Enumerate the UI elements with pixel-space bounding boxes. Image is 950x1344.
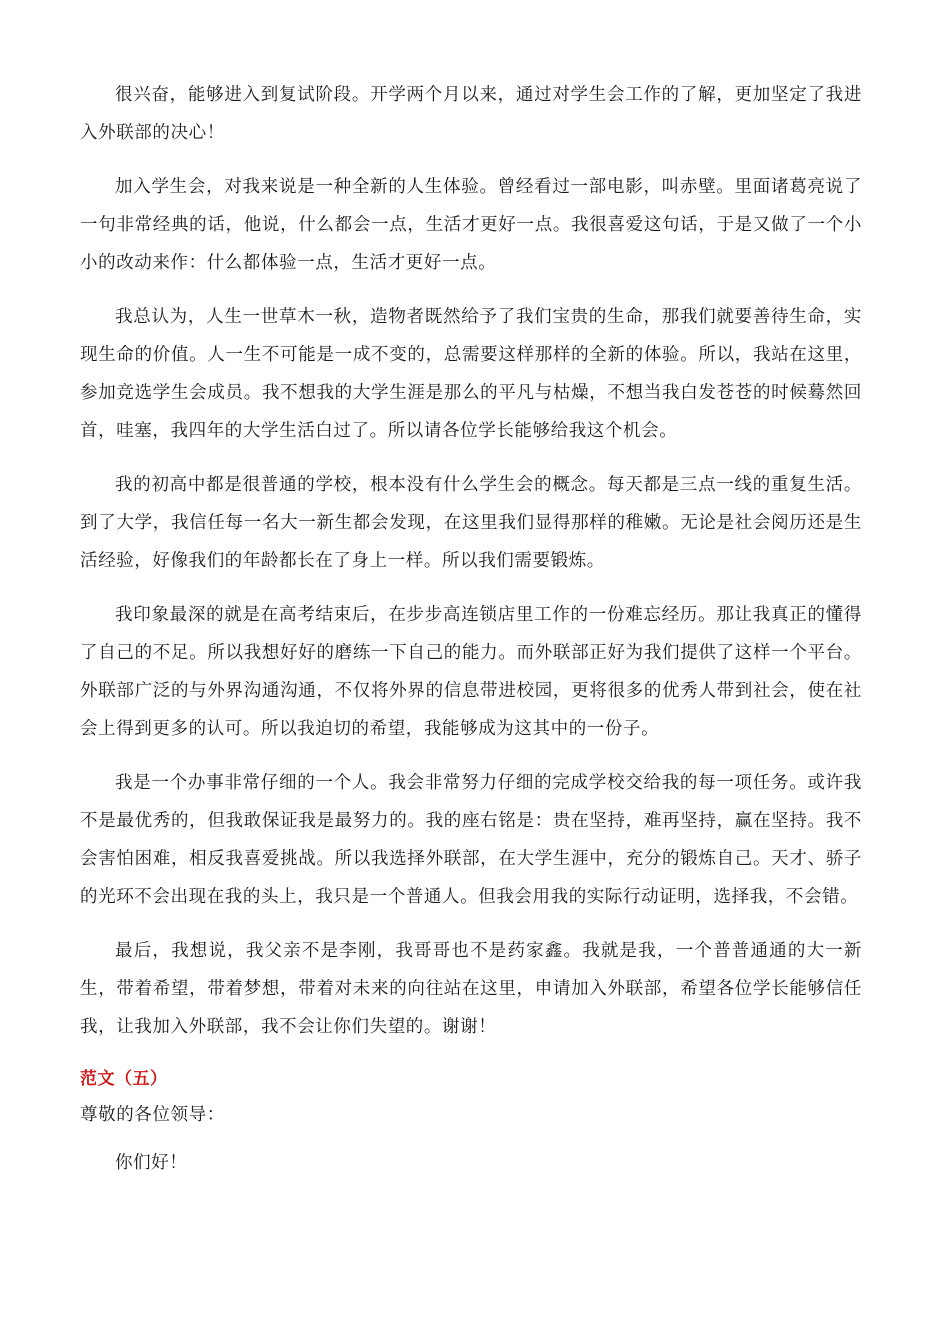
paragraph-4: 我的初高中都是很普通的学校，根本没有什么学生会的概念。每天都是三点一线的重复生活。到了大学，我信任每一名大一新生都会发现，在这里我们显得那样的稚嫩。无论是社会阅历还是生活经验，好像我们的年龄都长在了身上一样。所以我们需要锻炼。 [80,475,862,571]
paragraph-3: 我总认为，人生一世草木一秋，造物者既然给予了我们宝贵的生命，那我们就要善待生命，实现生命的价值。人一生不可能是一成不变的，总需要这样那样的全新的体验。所以，我站在这里，参加竞选学生会成员。我不想我的大学生涯是那么的平凡与枯燥，不想当我白发苍苍的时候蓦然回首，哇塞，我四年的大学生活白过了。所以请各位学长能够给我这个机会。 [80,307,862,441]
paragraph-2: 加入学生会，对我来说是一种全新的人生体验。曾经看过一部电影，叫赤壁。里面诸葛亮说了一句非常经典的话，他说，什么都会一点，生活才更好一点。我很喜爱这句话，于是又做了一个小小的改动来作：什么都体验一点，生活才更好一点。 [80,177,862,273]
section-heading: 范文（五） [80,1069,168,1089]
paragraph-6: 我是一个办事非常仔细的一个人。我会非常努力仔细的完成学校交给我的每一项任务。或许我不是最优秀的，但我敢保证我是最努力的。我的座右铭是：贵在坚持，难再坚持，赢在坚持。我不会害怕困难，相反我喜爱挑战。所以我选择外联部，在大学生涯中，充分的锻炼自己。天才、骄子的光环不会出现在我的头上，我只是一个普通人。但我会用我的实际行动证明，选择我，不会错。 [80,773,862,907]
greeting-line: 你们好！ [115,1153,188,1173]
paragraph-5: 我印象最深的就是在高考结束后，在步步高连锁店里工作的一份难忘经历。那让我真正的懂得了自己的不足。所以我想好好的磨练一下自己的能力。而外联部正好为我们提供了这样一个平台。外联部广泛的与外界沟通沟通，不仅将外界的信息带进校园，更将很多的优秀人带到社会，使在社会上得到更多的认可。所以我迫切的希望，我能够成为这其中的一份子。 [80,605,862,739]
salutation-line: 尊敬的各位领导： [80,1105,225,1125]
paragraph-7: 最后，我想说，我父亲不是李刚，我哥哥也不是药家鑫。我就是我，一个普普通通的大一新生，带着希望，带着梦想，带着对未来的向往站在这里，申请加入外联部，希望各位学长能够信任我，让我加入外联部，我不会让你们失望的。谢谢！ [80,941,862,1037]
paragraph-1: 很兴奋，能够进入到复试阶段。开学两个月以来，通过对学生会工作的了解，更加坚定了我进入外联部的决心！ [80,85,862,143]
document-body [80,76,862,1182]
